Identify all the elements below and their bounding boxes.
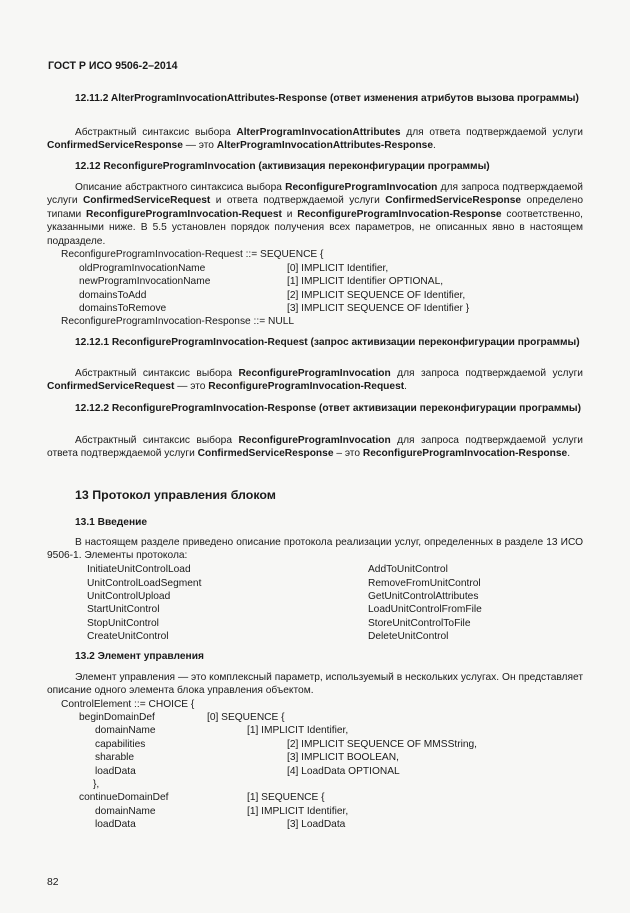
term: AlterProgramInvocationAttributes bbox=[236, 127, 401, 138]
protocol-element: StopUnitControl bbox=[87, 618, 159, 629]
text: — это bbox=[182, 140, 217, 152]
term: ConfirmedServiceRequest bbox=[47, 381, 175, 393]
paragraph-reconfigure-request bbox=[47, 367, 583, 394]
heading-12-11-2: 12.11.2 AlterProgramInvocationAttributes-Response (ответ изменения атрибутов вызова программы) bbox=[75, 93, 579, 104]
text: для запроса подтверждаемой услуги bbox=[47, 182, 583, 207]
text: Описание абстрактного синтаксиса выбора bbox=[75, 182, 286, 193]
paragraph-alter-response bbox=[47, 126, 583, 153]
asn1-type: [3] LoadData bbox=[287, 819, 346, 830]
asn1-field: newProgramInvocationName bbox=[79, 276, 211, 287]
term: ReconfigureProgramInvocation bbox=[238, 435, 391, 446]
paragraph-reconfigure-description bbox=[47, 181, 583, 248]
section-13-title: 13 Протокол управления блоком bbox=[75, 488, 276, 502]
asn1-field: capabilities bbox=[95, 739, 146, 750]
term: ConfirmedServiceResponse bbox=[385, 195, 522, 207]
text: для ответа подтверждаемой услуги bbox=[400, 127, 584, 138]
asn1-type: [1] IMPLICIT Identifier, bbox=[247, 725, 349, 736]
text: — это bbox=[174, 381, 209, 393]
text: Абстрактный синтаксис выбора bbox=[75, 368, 239, 379]
text: и bbox=[281, 208, 298, 220]
paragraph-control-element: Элемент управления — это комплексный параметр, используемый в нескольких услугах. Он представляет описание одного элемента блока управления объектом. bbox=[47, 672, 583, 697]
protocol-element: RemoveFromUnitControl bbox=[368, 578, 481, 589]
asn1-type: [0] IMPLICIT Identifier, bbox=[287, 263, 389, 274]
page-number: 82 bbox=[47, 877, 59, 888]
asn1-field: domainName bbox=[95, 725, 156, 736]
protocol-element: StoreUnitControlToFile bbox=[368, 618, 471, 629]
heading-12-12-2: 12.12.2 ReconfigureProgramInvocation-Response (ответ активизации переконфигурации программы) bbox=[75, 403, 581, 414]
protocol-element: LoadUnitControlFromFile bbox=[368, 604, 482, 615]
asn1-type: [3] IMPLICIT SEQUENCE OF Identifier } bbox=[287, 303, 470, 314]
text: . bbox=[404, 381, 407, 393]
text: Абстрактный синтаксис выбора bbox=[75, 435, 239, 446]
term: ReconfigureProgramInvocation-Request bbox=[86, 208, 282, 220]
text: . bbox=[567, 448, 571, 460]
asn1-type: [1] IMPLICIT Identifier OPTIONAL, bbox=[287, 276, 444, 287]
asn1-field: sharable bbox=[95, 752, 135, 763]
asn1-field: domainsToRemove bbox=[79, 303, 167, 314]
heading-12-12: 12.12 ReconfigureProgramInvocation (активизация переконфигурации программы) bbox=[75, 161, 490, 172]
term: ReconfigureProgramInvocation bbox=[238, 368, 391, 379]
asn1-field: loadData bbox=[95, 819, 136, 830]
protocol-element: InitiateUnitControlLoad bbox=[87, 564, 191, 575]
protocol-element: UnitControlUpload bbox=[87, 591, 171, 602]
text: Абстрактный синтаксис выбора bbox=[75, 127, 237, 138]
text: и ответа подтверждаемой услуги bbox=[210, 195, 386, 207]
asn1-type: [1] SEQUENCE { bbox=[247, 792, 325, 803]
term: ReconfigureProgramInvocation-Response bbox=[297, 208, 502, 220]
term: ConfirmedServiceRequest bbox=[82, 195, 211, 207]
asn1-field: continueDomainDef bbox=[79, 792, 169, 803]
asn1-field: loadData bbox=[95, 766, 136, 777]
term: AlterProgramInvocationAttributes-Response bbox=[216, 140, 434, 152]
protocol-element: AddToUnitControl bbox=[368, 564, 448, 575]
asn1-type: [2] IMPLICIT SEQUENCE OF Identifier, bbox=[287, 290, 466, 301]
asn1-line: }, bbox=[93, 779, 100, 790]
asn1-line: ReconfigureProgramInvocation-Request ::= SEQUENCE { bbox=[61, 249, 324, 260]
text: соответственно, указанными ниже. В 5.5 установлен порядок получения всех параметров, не описанных явно в настоящем подразделе. bbox=[47, 208, 583, 247]
asn1-type: [3] IMPLICIT BOOLEAN, bbox=[287, 752, 399, 763]
asn1-field: domainName bbox=[95, 806, 156, 817]
heading-13-2: 13.2 Элемент управления bbox=[75, 651, 204, 662]
protocol-element: StartUnitControl bbox=[87, 604, 160, 615]
term: ReconfigureProgramInvocation-Request bbox=[208, 381, 405, 393]
term: ConfirmedServiceResponse bbox=[197, 448, 334, 460]
asn1-type: [4] LoadData OPTIONAL bbox=[287, 766, 400, 777]
term: ReconfigureProgramInvocation bbox=[285, 182, 438, 193]
text: . bbox=[433, 140, 436, 152]
text: определено типами bbox=[47, 195, 583, 220]
protocol-element: DeleteUnitControl bbox=[368, 631, 449, 642]
asn1-field: oldProgramInvocationName bbox=[79, 263, 206, 274]
asn1-line: ControlElement ::= CHOICE { bbox=[61, 699, 195, 710]
protocol-element: GetUnitControlAttributes bbox=[368, 591, 479, 602]
paragraph-introduction: В настоящем разделе приведено описание протокола реализации услуг, определенных в разделе 13 ИСО 9506-1. Элементы протокола: bbox=[47, 537, 583, 562]
term: ConfirmedServiceResponse bbox=[47, 140, 183, 152]
text: – это bbox=[333, 448, 363, 460]
protocol-element: CreateUnitControl bbox=[87, 631, 169, 642]
protocol-element: UnitControlLoadSegment bbox=[87, 578, 202, 589]
asn1-type: [2] IMPLICIT SEQUENCE OF MMSString, bbox=[287, 739, 478, 750]
text: для запроса подтверждаемой услуги bbox=[390, 368, 584, 379]
paragraph-reconfigure-response bbox=[47, 434, 583, 461]
asn1-type: [0] SEQUENCE { bbox=[207, 712, 285, 723]
term: ReconfigureProgramInvocation-Response bbox=[362, 448, 568, 460]
asn1-field: domainsToAdd bbox=[79, 290, 147, 301]
asn1-type: [1] IMPLICIT Identifier, bbox=[247, 806, 349, 817]
heading-12-12-1: 12.12.1 ReconfigureProgramInvocation-Request (запрос активизации переконфигурации программы) bbox=[75, 337, 580, 348]
text: для запроса подтверждаемой услуги ответа подтверждаемой услуги bbox=[47, 435, 584, 460]
asn1-field: beginDomainDef bbox=[79, 712, 155, 723]
asn1-line: ReconfigureProgramInvocation-Response ::= NULL bbox=[61, 316, 295, 327]
document-header: ГОСТ Р ИСО 9506-2–2014 bbox=[48, 60, 178, 72]
heading-13-1: 13.1 Введение bbox=[75, 517, 148, 528]
